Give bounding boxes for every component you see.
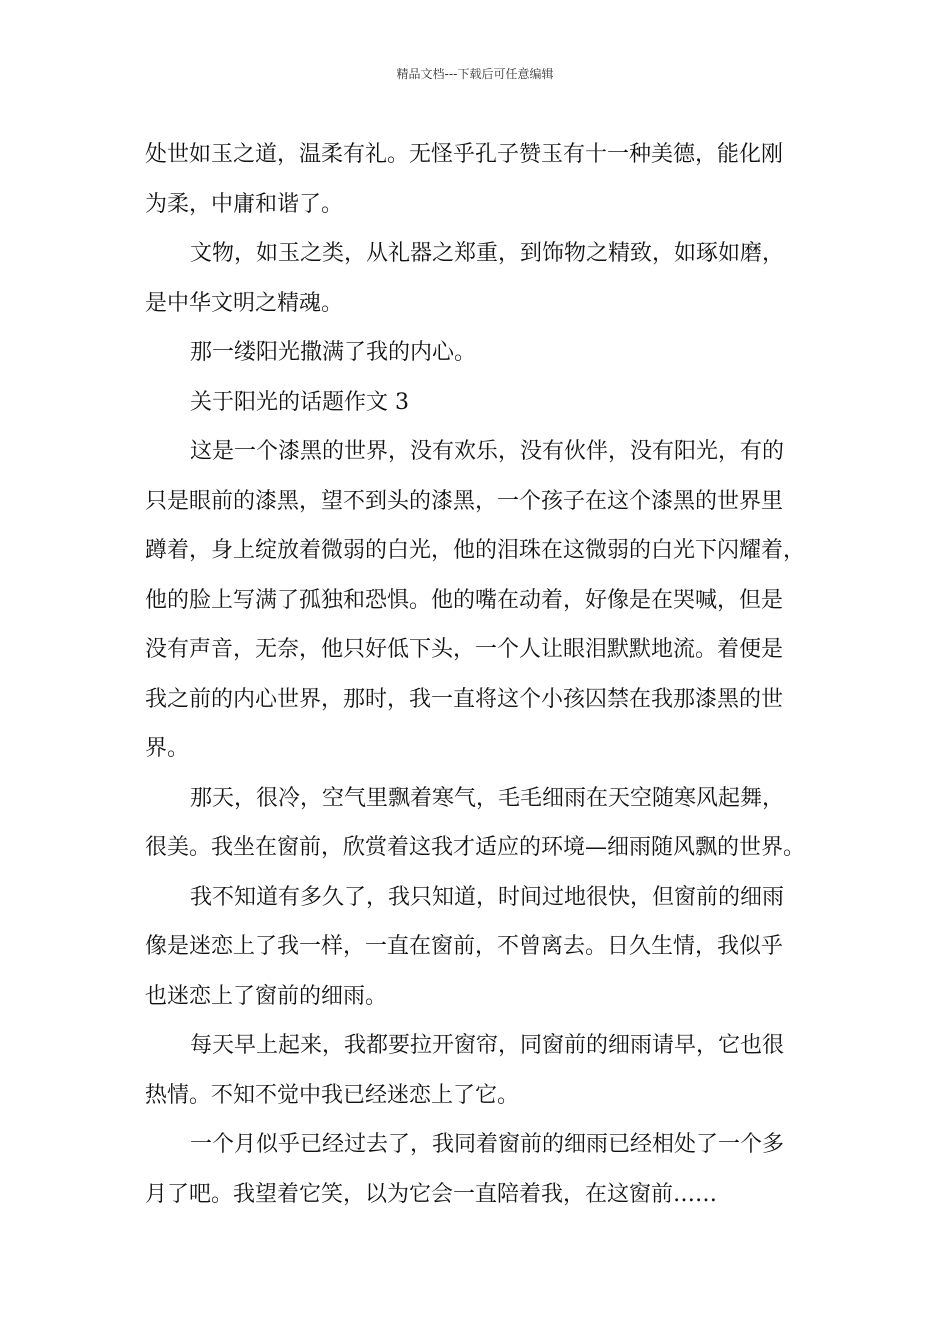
text-line: 这是一个漆黑的世界，没有欢乐，没有伙伴，没有阳光，有的 xyxy=(190,439,785,464)
text-line: 蹲着，身上绽放着微弱的白光，他的泪珠在这微弱的白光下闪耀着， xyxy=(145,538,806,563)
text-line: 是中华文明之精魂。 xyxy=(145,290,344,316)
text-line: 像是迷恋上了我一样，一直在窗前，不曾离去。日久生情，我似乎 xyxy=(145,934,784,959)
document-body xyxy=(145,130,815,1219)
text-line: 界。 xyxy=(145,736,190,761)
page-header: 精品文档---下载后可任意编辑 xyxy=(396,67,554,81)
text-line: 我之前的内心世界，那时，我一直将这个小孩囚禁在我那漆黑的世 xyxy=(145,686,784,712)
text-line: 热情。不知不觉中我已经迷恋上了它。 xyxy=(145,1082,520,1108)
text-line: 只是眼前的漆黑，望不到头的漆黑，一个孩子在这个漆黑的世界里 xyxy=(145,488,784,514)
text-line: 我不知道有多久了，我只知道，时间过地很快，但窗前的细雨 xyxy=(190,884,785,910)
text-line: 处世如玉之道，温柔有礼。无怪乎孔子赞玉有十一种美德，能化刚 xyxy=(145,142,784,167)
text-line: 为柔，中庸和谐了。 xyxy=(145,191,344,217)
text-line: 月了吧。我望着它笑，以为它会一直陪着我，在这窗前…… xyxy=(145,1181,718,1207)
text-line: 也迷恋上了窗前的细雨。 xyxy=(145,983,388,1009)
text-line: 那一缕阳光撒满了我的内心。 xyxy=(190,340,477,365)
text-line: 一个月似乎已经过去了，我同着窗前的细雨已经相处了一个多 xyxy=(190,1132,785,1157)
text-line: 没有声音，无奈，他只好低下头，一个人让眼泪默默地流。着便是 xyxy=(145,637,784,662)
text-line: 他的脸上写满了孤独和恐惧。他的嘴在动着，好像是在哭喊，但是 xyxy=(145,587,784,613)
section-heading: 关于阳光的话题作文 3 xyxy=(190,389,409,415)
text-line: 很美。我坐在窗前，欣赏着这我才适应的环境—细雨随风飘的世界。 xyxy=(145,835,806,860)
text-line: 文物，如玉之类，从礼器之郑重，到饰物之精致，如琢如磨， xyxy=(190,241,785,266)
text-line: 那天，很冷，空气里飘着寒气，毛毛细雨在天空随寒风起舞， xyxy=(190,785,785,811)
text-line: 每天早上起来，我都要拉开窗帘，同窗前的细雨请早，它也很 xyxy=(190,1033,785,1058)
